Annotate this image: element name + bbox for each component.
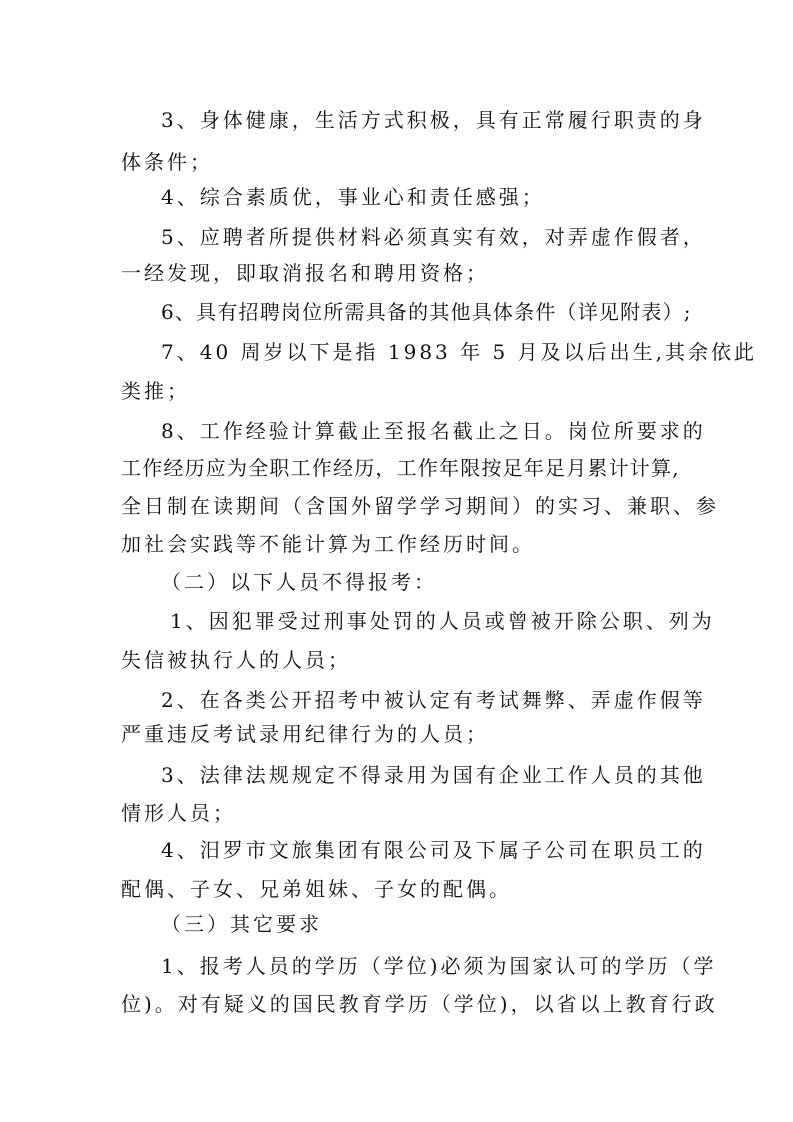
text-line: 严重违反考试录用纪律行为的人员；: [121, 722, 489, 746]
text-line: 1、报考人员的学历（学位)必须为国家认可的学历（学: [161, 954, 717, 978]
text-line: 工作经历应为全职工作经历，工作年限按足年足月累计计算,: [121, 456, 680, 480]
text-line: 3、身体健康，生活方式积极，具有正常履行职责的身: [161, 108, 706, 132]
text-line: 5、应聘者所提供材料必须真实有效，对弄虚作假者，: [161, 225, 706, 249]
text-line: 4、综合素质优，事业心和责任感强；: [161, 185, 545, 209]
text-line: 8、工作经验计算截止至报名截止之日。岗位所要求的: [161, 419, 706, 443]
text-line: 类推；: [121, 379, 190, 403]
text-line: 配偶、子女、兄弟姐妹、子女的配偶。: [121, 877, 512, 901]
text-line: 6、具有招聘岗位所需具备的其他具体条件（详见附表）;: [161, 300, 692, 324]
text-line: 情形人员；: [121, 801, 236, 825]
section-heading: （三）其它要求: [161, 912, 322, 936]
text-line: 4、汨罗市文旅集团有限公司及下属子公司在职员工的: [161, 838, 706, 862]
text-line: 7、40 周岁以下是指 1983 年 5 月及以后出生,其余依此: [161, 340, 757, 364]
text-line: 1、因犯罪受过刑事处罚的人员或曾被开除公职、列为: [170, 609, 715, 633]
text-line: 体条件；: [121, 150, 213, 174]
text-line: 位)。对有疑义的国民教育学历（学位)，以省以上教育行政: [121, 992, 718, 1016]
text-line: 加社会实践等不能计算为工作经历时间。: [121, 532, 535, 556]
text-line: 失信被执行人的人员；: [121, 648, 351, 672]
text-line: 全日制在读期间（含国外留学学习期间）的实习、兼职、参: [121, 494, 719, 518]
section-heading: （二）以下人员不得报考：: [161, 570, 437, 594]
text-line: 2、在各类公开招考中被认定有考试舞弊、弄虚作假等: [161, 688, 706, 712]
text-line: 一经发现，即取消报名和聘用资格；: [121, 261, 489, 285]
text-line: 3、法律法规规定不得录用为国有企业工作人员的其他: [161, 763, 706, 787]
